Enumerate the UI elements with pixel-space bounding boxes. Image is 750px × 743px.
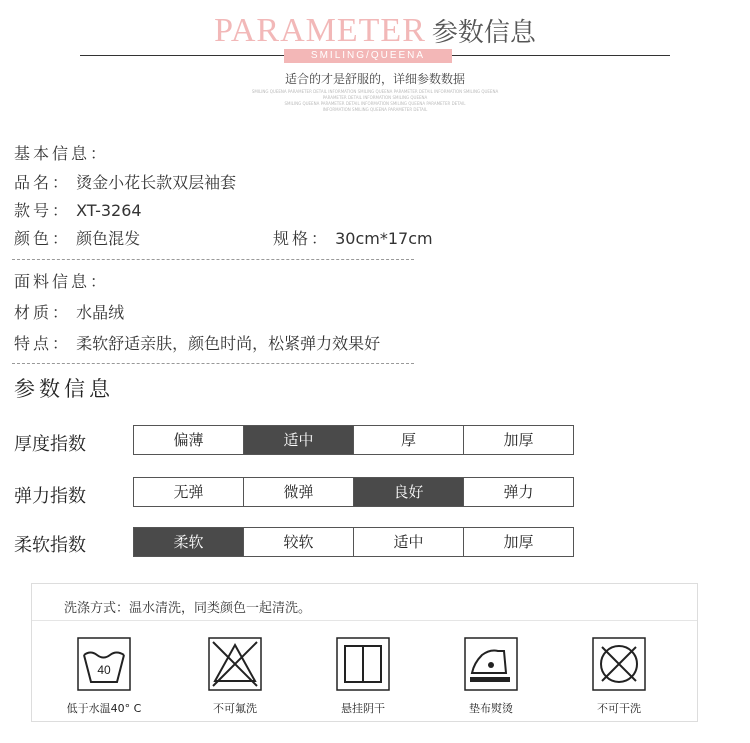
sku-label: 款号： bbox=[14, 201, 72, 220]
care-caption: 垫布熨烫 bbox=[469, 702, 513, 715]
scale-option: 较软 bbox=[243, 527, 354, 557]
divider bbox=[12, 259, 414, 260]
scale-option: 厚 bbox=[353, 425, 464, 455]
scale-option-selected: 柔软 bbox=[133, 527, 244, 557]
care-caption: 低于水温40° C bbox=[66, 702, 142, 715]
header-fine-print: PARAMETER DETAIL INFORMATION SMILING QUEENA bbox=[322, 95, 428, 100]
sku-value: XT-3264 bbox=[76, 201, 142, 220]
wash-temp-text: 40 bbox=[97, 663, 111, 677]
care-caption: 悬挂阴干 bbox=[341, 702, 385, 715]
scale-option: 偏薄 bbox=[133, 425, 244, 455]
thickness-index-scale bbox=[133, 425, 573, 455]
header-fine-print: SMILING QUEENA PARAMETER DETAIL INFORMATION SMILING QUEENA PARAMETER DETAIL INFORMATION SMILING QUEENA bbox=[251, 89, 499, 94]
elasticity-index-label: 弹力指数 bbox=[14, 486, 86, 507]
size-label: 规格： bbox=[273, 229, 331, 248]
thickness-index-label: 厚度指数 bbox=[14, 434, 86, 455]
params-heading: 参数信息 bbox=[14, 377, 114, 401]
material-label: 材质： bbox=[14, 303, 72, 322]
softness-index-scale bbox=[133, 527, 573, 557]
color-value: 颜色混发 bbox=[76, 229, 141, 248]
elasticity-index-scale bbox=[133, 477, 573, 507]
care-item bbox=[59, 637, 149, 716]
color-label: 颜色： bbox=[14, 229, 72, 248]
wash-40-icon bbox=[77, 637, 131, 691]
scale-option: 加厚 bbox=[463, 425, 574, 455]
header-fine-print: SMILING QUEENA PARAMETER DETAIL INFORMATION SMILING QUEENA PARAMETER DETAIL bbox=[284, 101, 466, 106]
header-title-en: PARAMETER bbox=[214, 12, 426, 49]
iron-with-cloth-icon bbox=[464, 637, 518, 691]
product-name-label: 品名： bbox=[14, 173, 72, 192]
page-header-title bbox=[0, 12, 750, 50]
scale-option: 弹力 bbox=[463, 477, 574, 507]
material-value: 水晶绒 bbox=[76, 303, 125, 322]
scale-option: 适中 bbox=[353, 527, 464, 557]
care-caption: 不可干洗 bbox=[597, 702, 641, 715]
care-item bbox=[574, 637, 664, 716]
size-row bbox=[273, 226, 433, 249]
care-item bbox=[446, 637, 536, 716]
header-badge: SMILING/QUEENA bbox=[284, 49, 452, 63]
product-name-row bbox=[14, 170, 236, 193]
washing-care-box bbox=[31, 583, 698, 722]
hang-dry-shade-icon bbox=[336, 637, 390, 691]
no-bleach-icon bbox=[208, 637, 262, 691]
header-title-cn: 参数信息 bbox=[431, 18, 536, 48]
feature-row bbox=[14, 331, 380, 354]
washing-instruction: 洗涤方式：温水清洗，同类颜色一起清洗。 bbox=[64, 601, 312, 616]
divider bbox=[32, 620, 697, 621]
care-item bbox=[318, 637, 408, 716]
fabric-info-heading: 面料信息： bbox=[14, 272, 110, 291]
basic-info-heading: 基本信息： bbox=[14, 144, 110, 163]
header-fine-print: INFORMATION SMILING QUEENA PARAMETER DETAIL bbox=[322, 107, 428, 112]
care-item bbox=[190, 637, 280, 716]
scale-option: 微弹 bbox=[243, 477, 354, 507]
no-dry-clean-icon bbox=[592, 637, 646, 691]
care-caption: 不可氟洗 bbox=[213, 702, 257, 715]
product-name-value: 烫金小花长款双层袖套 bbox=[76, 173, 237, 192]
color-row bbox=[14, 226, 140, 249]
feature-label: 特点： bbox=[14, 334, 72, 353]
scale-option: 加厚 bbox=[463, 527, 574, 557]
material-row bbox=[14, 300, 124, 323]
scale-option-selected: 适中 bbox=[243, 425, 354, 455]
divider bbox=[12, 363, 414, 364]
size-value: 30cm*17cm bbox=[335, 229, 433, 248]
scale-option: 无弹 bbox=[133, 477, 244, 507]
feature-value: 柔软舒适亲肤，颜色时尚，松紧弹力效果好 bbox=[76, 334, 381, 353]
softness-index-label: 柔软指数 bbox=[14, 535, 86, 556]
scale-option-selected: 良好 bbox=[353, 477, 464, 507]
sku-row bbox=[14, 198, 142, 221]
header-subtitle: 适合的才是舒服的，详细参数数据 bbox=[284, 72, 465, 86]
